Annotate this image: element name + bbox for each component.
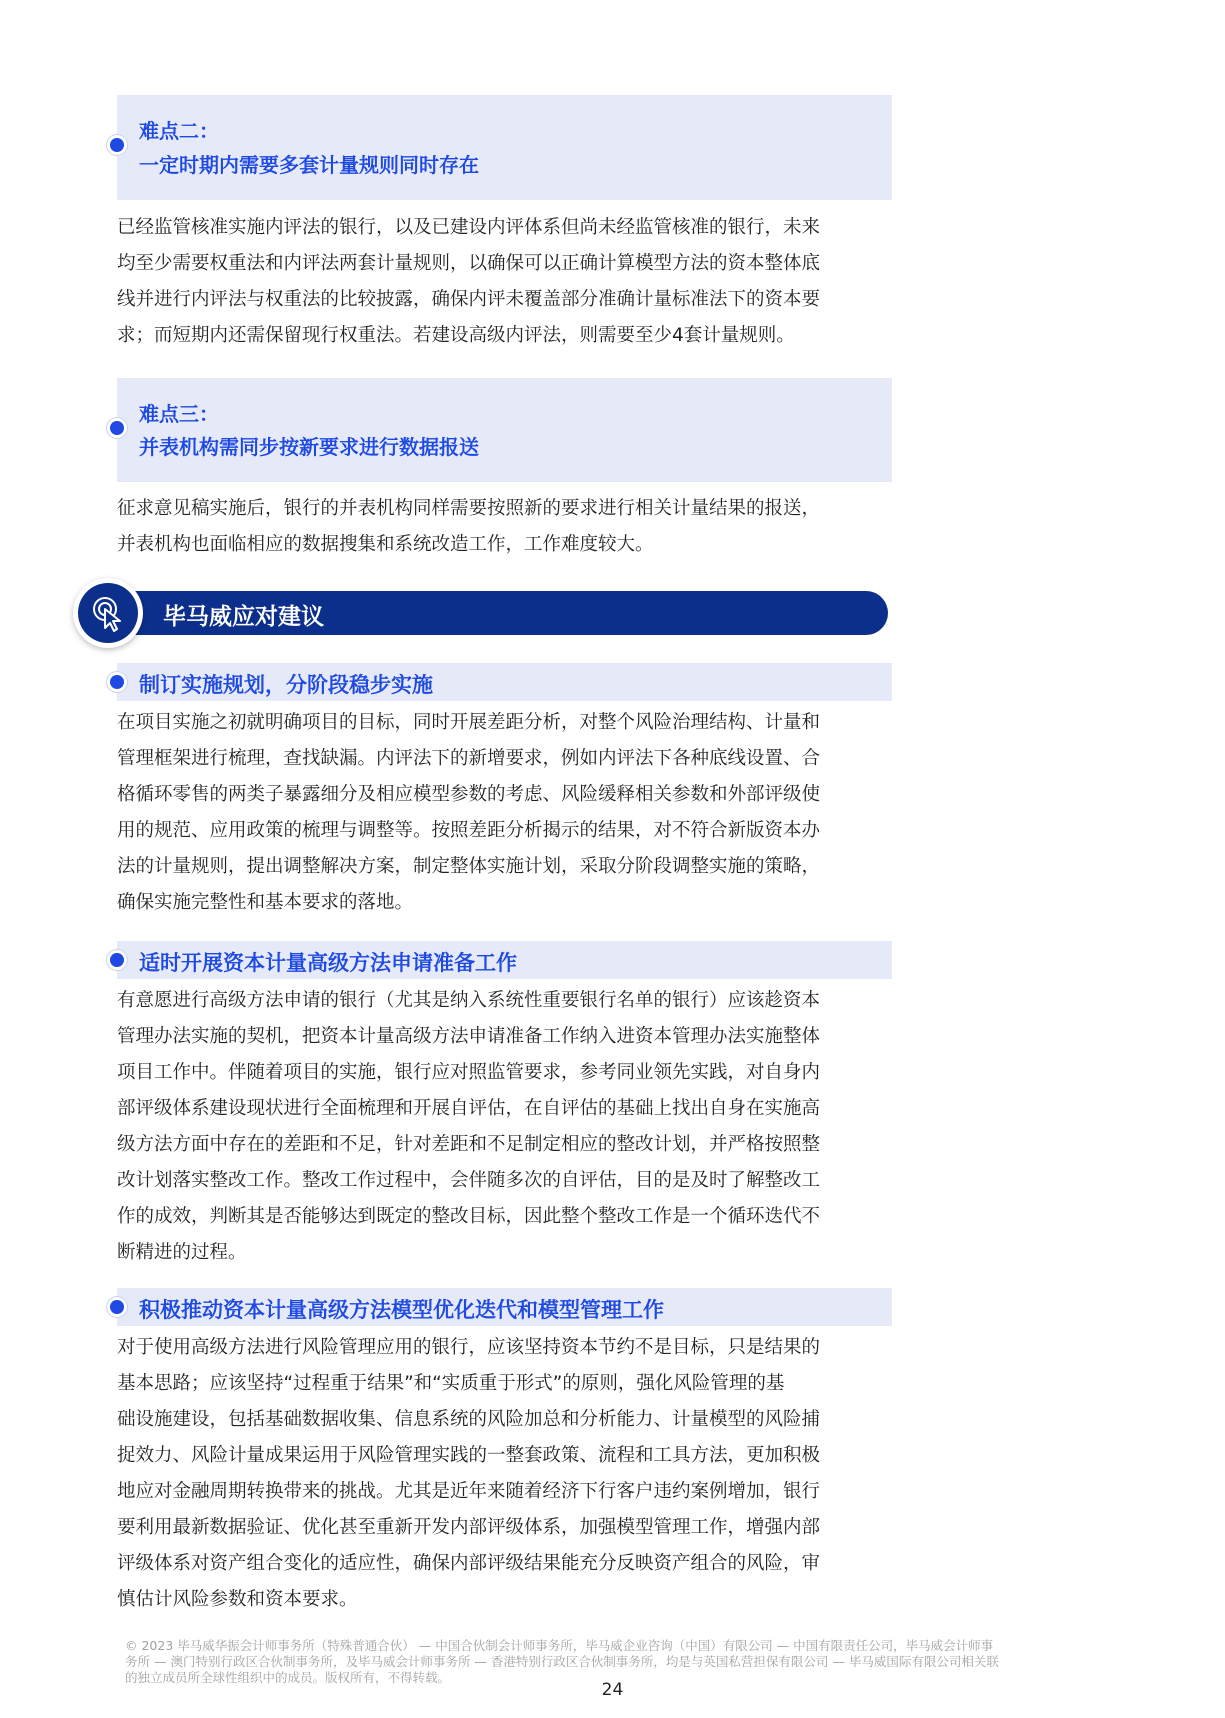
copyright-footer xyxy=(125,1638,1110,1686)
text-line: 级方法方面中存在的差距和不足，针对差距和不足制定相应的整改计划，并严格按照整 xyxy=(117,1134,821,1155)
text-line: 作的成效，判断其是否能够达到既定的整改目标，因此整个整改工作是一个循环迭代不 xyxy=(117,1206,821,1227)
footer-line: © 2023 毕马威华振会计师事务所（特殊普通合伙） — 中国合伙制会计师事务所，毕马威企业咨询（中国）有限公司 — 中国有限责任公司，毕马威会计师事 xyxy=(125,1638,994,1653)
text-line: 格循环零售的两类子暴露细分及相应模型参数的考虑、风险缓释相关参数和外部评级使 xyxy=(117,784,821,805)
suggestion-body xyxy=(117,1330,897,1618)
footer-line: 务所 — 澳门特别行政区合伙制事务所，及毕马威会计师事务所 — 香港特别行政区合伙制事务所，均是与英国私营担保有限公司 — 毕马威国际有限公司相关联 xyxy=(125,1654,999,1669)
text-line: 改计划落实整改工作。整改工作过程中，会伴随多次的自评估，目的是及时了解整改工 xyxy=(117,1170,821,1191)
suggestion-heading xyxy=(117,663,892,701)
bullet-icon xyxy=(110,1300,124,1314)
suggestion-title: 积极推动资本计量高级方法模型优化迭代和模型管理工作 xyxy=(139,1298,664,1322)
difficulty2-subheading: 一定时期内需要多套计量规则同时存在 xyxy=(139,153,479,177)
text-line: 对于使用高级方法进行风险管理应用的银行，应该坚持资本节约不是目标，只是结果的 xyxy=(117,1337,821,1358)
text-line: 断精进的过程。 xyxy=(117,1242,247,1263)
suggestion-body xyxy=(117,705,897,921)
text-line: 求；而短期内还需保留现行权重法。若建设高级内评法，则需要至少4套计量规则。 xyxy=(117,325,795,346)
suggestion-title: 制订实施规划，分阶段稳步实施 xyxy=(139,673,433,697)
text-line: 用的规范、应用政策的梳理与调整等。按照差距分析揭示的结果，对不符合新版资本办 xyxy=(117,820,821,841)
text-line: 基本思路；应该坚持“过程重于结果”和“实质重于形式”的原则，强化风险管理的基 xyxy=(117,1373,785,1394)
difficulty2-body xyxy=(117,210,897,354)
pointer-click-icon xyxy=(78,583,138,643)
text-line: 础设施建设，包括基础数据收集、信息系统的风险加总和分析能力、计量模型的风险捕 xyxy=(117,1409,821,1430)
suggestion-title: 适时开展资本计量高级方法申请准备工作 xyxy=(139,951,517,975)
bullet-icon xyxy=(110,675,124,689)
text-line: 管理框架进行梳理，查找缺漏。内评法下的新增要求，例如内评法下各种底线设置、合 xyxy=(117,748,821,769)
text-line: 法的计量规则，提出调整解决方案，制定整体实施计划，采取分阶段调整实施的策略， xyxy=(117,856,821,877)
suggestion-heading xyxy=(117,941,892,979)
text-line: 评级体系对资产组合变化的适应性，确保内部评级结果能充分反映资产组合的风险，审 xyxy=(117,1553,821,1574)
text-line: 已经监管核准实施内评法的银行，以及已建设内评体系但尚未经监管核准的银行，未来 xyxy=(117,217,821,238)
bullet-icon xyxy=(110,953,124,967)
text-line: 捉效力、风险计量成果运用于风险管理实践的一整套政策、流程和工具方法，更加积极 xyxy=(117,1445,821,1466)
difficulty3-subheading: 并表机构需同步按新要求进行数据报送 xyxy=(139,435,479,459)
text-line: 均至少需要权重法和内评法两套计量规则，以确保可以正确计算模型方法的资本整体底 xyxy=(117,253,821,274)
suggestion-body xyxy=(117,983,897,1271)
text-line: 并表机构也面临相应的数据搜集和系统改造工作，工作难度较大。 xyxy=(117,534,654,555)
text-line: 征求意见稿实施后，银行的并表机构同样需要按照新的要求进行相关计量结果的报送， xyxy=(117,498,821,519)
difficulty3-heading: 难点三： xyxy=(139,402,219,426)
footer-line: 的独立成员所全球性组织中的成员。版权所有，不得转载。 xyxy=(125,1670,451,1685)
page-number: 24 xyxy=(601,1680,624,1700)
text-line: 有意愿进行高级方法申请的银行（尤其是纳入系统性重要银行名单的银行）应该趁资本 xyxy=(117,990,821,1011)
bullet-icon xyxy=(110,138,124,152)
text-line: 确保实施完整性和基本要求的落地。 xyxy=(117,892,414,913)
text-line: 慎估计风险参数和资本要求。 xyxy=(117,1589,358,1610)
difficulty2-heading: 难点二： xyxy=(139,119,219,143)
text-line: 要利用最新数据验证、优化甚至重新开发内部评级体系，加强模型管理工作，增强内部 xyxy=(117,1517,821,1538)
suggestion-heading xyxy=(117,1288,892,1326)
text-line: 管理办法实施的契机，把资本计量高级方法申请准备工作纳入进资本管理办法实施整体 xyxy=(117,1026,821,1047)
text-line: 部评级体系建设现状进行全面梳理和开展自评估，在自评估的基础上找出自身在实施高 xyxy=(117,1098,821,1119)
banner-title: 毕马威应对建议 xyxy=(163,604,324,630)
difficulty2-callout xyxy=(117,95,892,200)
text-line: 线并进行内评法与权重法的比较披露，确保内评未覆盖部分准确计量标准法下的资本要 xyxy=(117,289,821,310)
text-line: 地应对金融周期转换带来的挑战。尤其是近年来随着经济下行客户违约案例增加，银行 xyxy=(117,1481,821,1502)
bullet-icon xyxy=(110,421,124,435)
text-line: 项目工作中。伴随着项目的实施，银行应对照监管要求，参考同业领先实践，对自身内 xyxy=(117,1062,821,1083)
difficulty3-callout xyxy=(117,378,892,482)
difficulty3-body xyxy=(117,491,897,563)
text-line: 在项目实施之初就明确项目的目标，同时开展差距分析，对整个风险治理结构、计量和 xyxy=(117,712,821,733)
banner-icon-badge xyxy=(73,578,143,648)
